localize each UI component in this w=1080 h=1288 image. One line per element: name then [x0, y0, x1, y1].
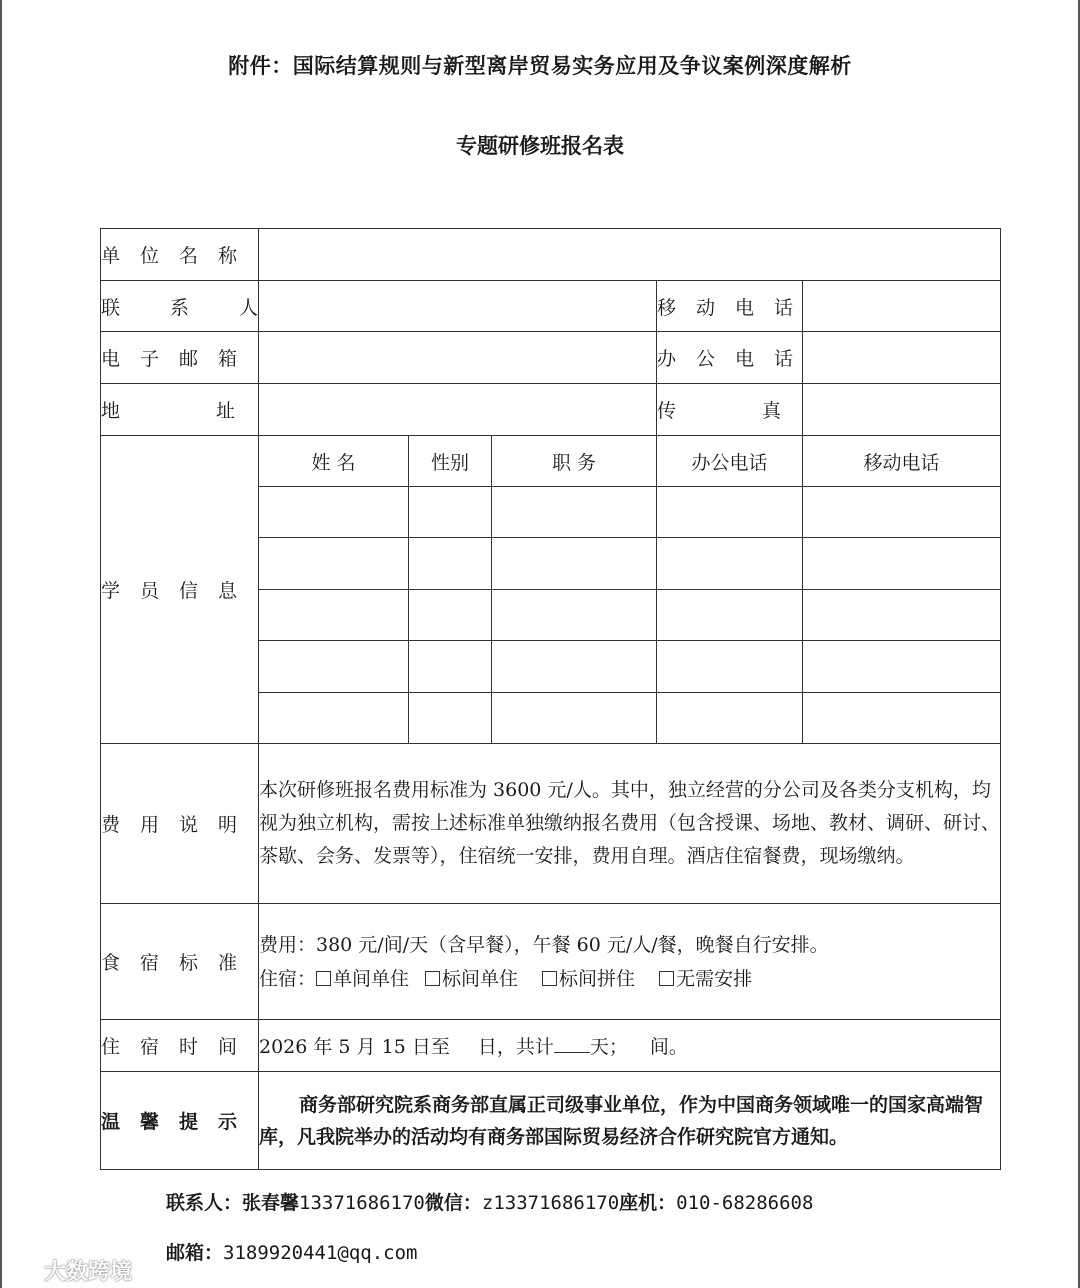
student-info-label: 学员信息: [101, 436, 259, 744]
student-position-cell[interactable]: [492, 693, 657, 744]
stay-time-label: 住宿时间: [101, 1020, 259, 1072]
checkbox-icon[interactable]: [659, 971, 674, 986]
contact-email: 3189920441@qq.com: [223, 1242, 418, 1264]
mobile-label: 移动电话: [657, 281, 803, 332]
unit-name-label: 单位名称: [101, 229, 259, 281]
option-standard-shared[interactable]: 标间拼住: [542, 968, 635, 990]
student-office-phone-cell[interactable]: [657, 693, 803, 744]
lodging-options: [259, 962, 1000, 996]
student-name-cell[interactable]: [259, 693, 409, 744]
student-office-phone-cell[interactable]: [657, 590, 803, 641]
document-subtitle: 专题研修班报名表: [456, 133, 624, 158]
student-mobile-cell[interactable]: [803, 487, 1001, 538]
student-office-phone-cell[interactable]: [657, 487, 803, 538]
food-lodging-standard: [259, 904, 1001, 1020]
checkbox-icon[interactable]: [316, 971, 331, 986]
landline: 010-68286608: [676, 1192, 814, 1214]
address-label: 地址: [101, 384, 259, 436]
student-position-cell[interactable]: [492, 487, 657, 538]
email-field[interactable]: [259, 332, 657, 384]
contact-line: 联系人：张春馨13371686170微信：z13371686170座机：010-68286608: [166, 1192, 814, 1214]
student-mobile-cell[interactable]: [803, 590, 1001, 641]
wechat-id: z13371686170: [481, 1192, 620, 1214]
contact-label: 联系人: [101, 281, 259, 332]
tip-label: 温馨提示: [101, 1072, 259, 1170]
checkbox-icon[interactable]: [425, 971, 440, 986]
contact-field[interactable]: [259, 281, 657, 332]
email-line: 邮箱：3189920441@qq.com: [166, 1242, 418, 1264]
nights-field[interactable]: [554, 1052, 590, 1053]
student-gender-cell[interactable]: [409, 693, 492, 744]
student-position-cell[interactable]: [492, 590, 657, 641]
option-single-room[interactable]: 单间单住: [316, 968, 409, 990]
office-phone-label: 办公电话: [657, 332, 803, 384]
student-name-cell[interactable]: [259, 538, 409, 590]
fax-label: 传真: [657, 384, 803, 436]
office-phone-field[interactable]: [803, 332, 1001, 384]
option-no-lodging[interactable]: 无需安排: [659, 968, 752, 990]
checkbox-icon[interactable]: [542, 971, 557, 986]
student-gender-cell[interactable]: [409, 590, 492, 641]
option-standard-single[interactable]: 标间单住: [425, 968, 518, 990]
student-office-phone-cell[interactable]: [657, 641, 803, 693]
watermark: 大数跨境: [12, 1255, 132, 1286]
fee-label: 费用说明: [101, 744, 259, 904]
fee-description: 本次研修班报名费用标准为 3600 元/人。其中，独立经营的分公司及各类分支机构，均视为独立机构，需按上述标准单独缴纳报名费用（包含授课、场地、教材、调研、研讨、茶歇、会务、发票等），住宿统一安排，费用自理。酒店住宿餐费，现场缴纳。: [259, 744, 1001, 904]
header-office-phone: 办公电话: [657, 436, 803, 487]
student-gender-cell[interactable]: [409, 538, 492, 590]
student-office-phone-cell[interactable]: [657, 538, 803, 590]
unit-name-field[interactable]: [259, 229, 1001, 281]
document-title: 附件：国际结算规则与新型离岸贸易实务应用及争议案例深度解析: [228, 53, 852, 78]
student-name-cell[interactable]: [259, 487, 409, 538]
food-lodging-label: 食宿标准: [101, 904, 259, 1020]
mobile-field[interactable]: [803, 281, 1001, 332]
header-mobile: 移动电话: [803, 436, 1001, 487]
email-label: 电子邮箱: [101, 332, 259, 384]
student-position-cell[interactable]: [492, 538, 657, 590]
header-name: 姓 名: [259, 436, 409, 487]
student-gender-cell[interactable]: [409, 641, 492, 693]
student-mobile-cell[interactable]: [803, 641, 1001, 693]
student-name-cell[interactable]: [259, 590, 409, 641]
contact-phone: 13371686170: [299, 1192, 425, 1214]
student-mobile-cell[interactable]: [803, 693, 1001, 744]
student-name-cell[interactable]: [259, 641, 409, 693]
registration-form: [100, 228, 1001, 1170]
page-border-left: [0, 0, 2, 1288]
food-cost-line: 费用：380 元/间/天（含早餐），午餐 60 元/人/餐，晚餐自行安排。: [259, 933, 829, 956]
student-position-cell[interactable]: [492, 641, 657, 693]
student-gender-cell[interactable]: [409, 487, 492, 538]
tip-text: 商务部研究院系商务部直属正司级事业单位，作为中国商务领域唯一的国家高端智库，凡我院举办的活动均有商务部国际贸易经济合作研究院官方通知。: [259, 1072, 1001, 1170]
header-gender: 性别: [409, 436, 492, 487]
header-position: 职 务: [492, 436, 657, 487]
lodging-prefix: 住宿：: [259, 967, 317, 990]
stay-time: 2026 年 5 月 15 日至 日，共计 天； 间。: [259, 1020, 1001, 1072]
student-mobile-cell[interactable]: [803, 538, 1001, 590]
watermark-logo-icon: [12, 1260, 40, 1282]
